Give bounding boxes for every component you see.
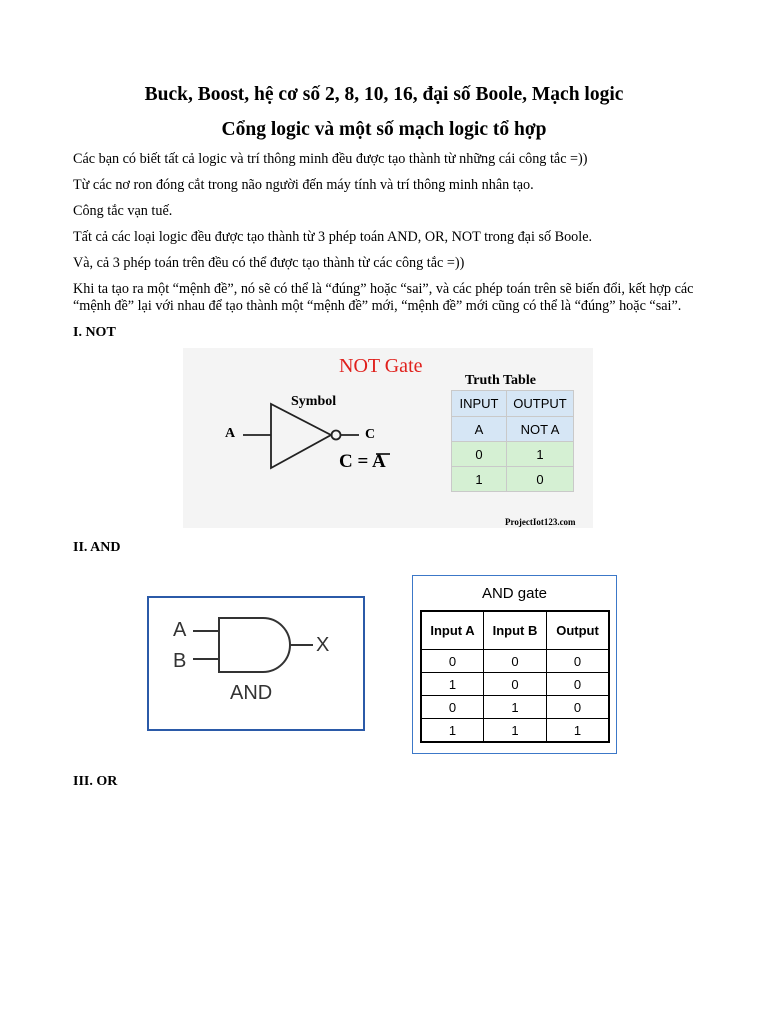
paragraph: Khi ta tạo ra một “mệnh đề”, nó sẽ có thể là “đúng” hoặc “sai”, và các phép toán trên sẽ biến đổi, kết hợp các [73, 281, 694, 297]
table-header: OUTPUT [507, 391, 574, 417]
table-cell: 0 [547, 673, 610, 696]
truth-table-title: Truth Table [465, 373, 536, 388]
table-cell: 0 [507, 467, 574, 492]
table-cell: 1 [484, 719, 547, 743]
and-table-caption: AND gate [481, 585, 548, 602]
table-cell: 1 [484, 696, 547, 719]
and-input-a-label: A [173, 619, 187, 641]
table-header: Input A [421, 611, 484, 650]
section-heading-and: II. AND [73, 540, 121, 555]
not-gate-figure [183, 348, 593, 528]
table-cell: 1 [452, 467, 507, 492]
equation-left: C = [339, 451, 372, 472]
and-truth-table [420, 610, 610, 743]
table-cell: 0 [421, 696, 484, 719]
not-figure-title: NOT Gate [339, 355, 423, 377]
paragraph: Từ các nơ ron đóng cắt trong não người đến máy tính và trí thông minh nhân tạo. [73, 177, 534, 193]
table-cell: 0 [421, 650, 484, 673]
table-cell: 0 [484, 673, 547, 696]
table-header: Input B [484, 611, 547, 650]
not-input-label: A [225, 426, 236, 441]
not-gate-symbol-icon [183, 348, 443, 528]
table-cell: 0 [547, 650, 610, 673]
and-input-b-label: B [173, 650, 187, 672]
not-output-label: C [365, 427, 376, 442]
and-gate-table-box [412, 575, 617, 754]
document-title: Buck, Boost, hệ cơ số 2, 8, 10, 16, đại số Boole, Mạch logic [144, 84, 624, 105]
and-gate-symbol-box [147, 596, 365, 731]
table-cell: 1 [507, 442, 574, 467]
and-caption: AND [230, 682, 273, 704]
paragraph: Và, cả 3 phép toán trên đều có thể được tạo thành từ các công tắc =)) [73, 255, 465, 271]
symbol-label: Symbol [291, 394, 337, 409]
table-cell: 1 [547, 719, 610, 743]
section-heading-not: I. NOT [73, 325, 116, 340]
table-cell: NOT A [507, 417, 574, 442]
table-cell: 0 [547, 696, 610, 719]
not-equation [339, 451, 386, 473]
paragraph: “mệnh đề” lại với nhau để tạo thành một “mệnh đề” mới, “mệnh đề” mới cũng có thể là “đúng” hoặc “sai”. [73, 298, 682, 314]
table-cell: A [452, 417, 507, 442]
figure-source: ProjectIot123.com [505, 517, 576, 527]
table-header: Output [547, 611, 610, 650]
and-output-label: X [316, 634, 330, 656]
document-subtitle: Cổng logic và một số mạch logic tổ hợp [221, 119, 547, 140]
table-cell: 0 [452, 442, 507, 467]
table-header: INPUT [452, 391, 507, 417]
table-cell: 1 [421, 673, 484, 696]
paragraph: Tất cả các loại logic đều được tạo thành từ 3 phép toán AND, OR, NOT trong đại số Boole. [73, 229, 593, 245]
table-cell: 1 [421, 719, 484, 743]
paragraph: Công tắc vạn tuế. [73, 203, 173, 219]
equation-right: A [372, 451, 386, 472]
table-cell: 0 [484, 650, 547, 673]
paragraph: Các bạn có biết tất cả logic và trí thông minh đều được tạo thành từ những cái công tắc =)) [73, 151, 588, 167]
not-truth-table [451, 390, 574, 492]
section-heading-or: III. OR [73, 774, 118, 789]
